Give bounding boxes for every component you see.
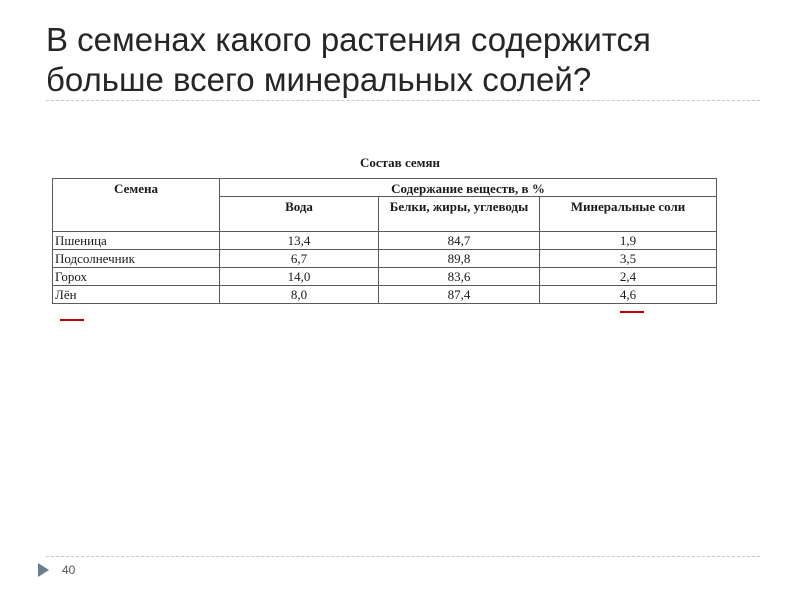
seed-composition-table xyxy=(52,178,717,304)
cell-organic: 87,4 xyxy=(379,286,540,304)
table-caption: Состав семян xyxy=(359,155,441,170)
slide-title-line-1: В семенах какого растения содержится xyxy=(46,21,651,58)
cell-name: Лён xyxy=(53,286,220,304)
slide-title-line-2: больше всего минеральных солей? xyxy=(46,61,592,98)
slide-title xyxy=(46,20,766,100)
page-number: 40 xyxy=(62,563,76,577)
cell-minerals: 3,5 xyxy=(540,250,717,268)
play-triangle-icon xyxy=(38,563,49,577)
header-organic: Белки, жиры, углеводы xyxy=(379,197,540,232)
table-row xyxy=(53,250,717,268)
footer-separator xyxy=(46,556,760,557)
table-row xyxy=(53,232,717,250)
cell-organic: 83,6 xyxy=(379,268,540,286)
table-row xyxy=(53,286,717,304)
highlight-underline-value xyxy=(620,311,644,313)
cell-water: 8,0 xyxy=(220,286,379,304)
cell-water: 14,0 xyxy=(220,268,379,286)
cell-organic: 89,8 xyxy=(379,250,540,268)
cell-name: Пшеница xyxy=(53,232,220,250)
header-minerals: Минеральные соли xyxy=(540,197,717,232)
cell-water: 6,7 xyxy=(220,250,379,268)
cell-name: Горох xyxy=(53,268,220,286)
cell-water: 13,4 xyxy=(220,232,379,250)
header-seeds: Семена xyxy=(53,179,220,232)
table-row xyxy=(53,268,717,286)
highlight-underline-len xyxy=(60,319,84,321)
title-separator xyxy=(46,100,760,101)
cell-name: Подсолнечник xyxy=(53,250,220,268)
cell-minerals: 1,9 xyxy=(540,232,717,250)
header-content: Содержание веществ, в % xyxy=(220,179,717,197)
table-header-row xyxy=(53,179,717,197)
cell-organic: 84,7 xyxy=(379,232,540,250)
cell-minerals: 4,6 xyxy=(540,286,717,304)
cell-minerals: 2,4 xyxy=(540,268,717,286)
header-water: Вода xyxy=(220,197,379,232)
